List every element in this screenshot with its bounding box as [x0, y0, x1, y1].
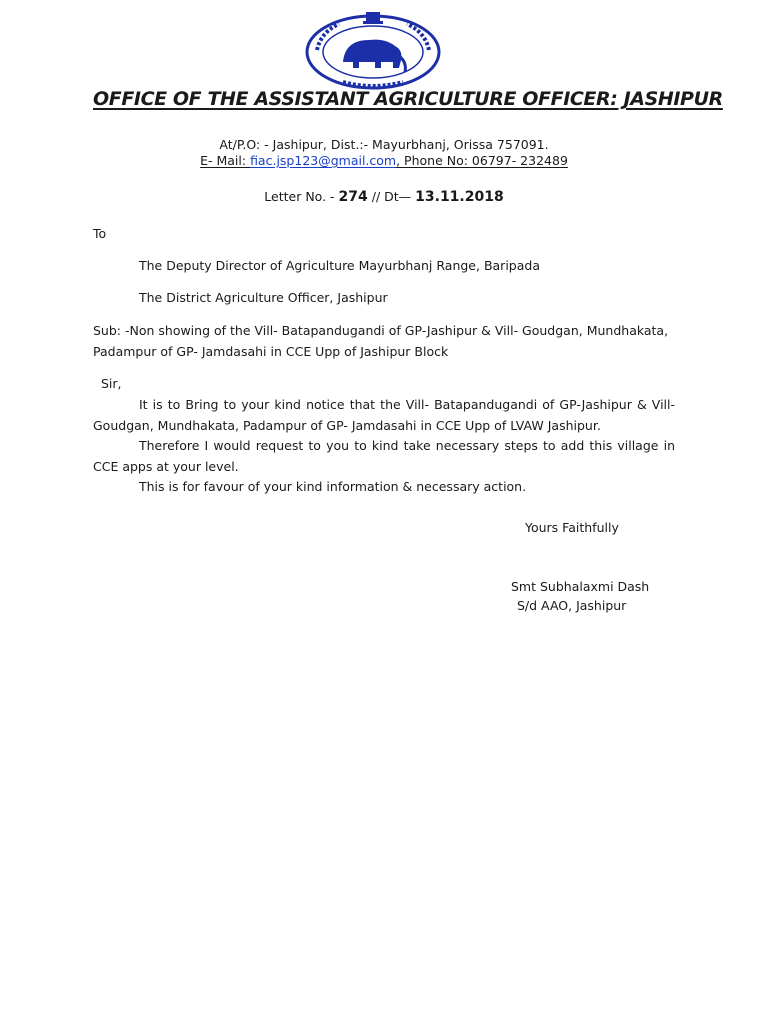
letter-date: 13.11.2018 — [415, 189, 504, 205]
to-label: To — [93, 226, 107, 241]
phone-text: , Phone No: 06797- 232489 — [396, 153, 568, 168]
contact-line — [0, 153, 768, 168]
office-address: At/P.O: - Jashipur, Dist.:- Mayurbhanj, Orissa 757091. — [219, 137, 549, 152]
valediction: Yours Faithfully — [525, 520, 619, 535]
office-title: OFFICE OF THE ASSISTANT AGRICULTURE OFFICER: JASHIPUR — [93, 88, 723, 110]
body-paragraph-3-text: This is for favour of your kind information & necessary action. — [139, 479, 527, 494]
email-link[interactable]: fiac.jsp123@gmail.com — [250, 153, 397, 168]
subject-line-2: Padampur of GP- Jamdasahi in CCE Upp of Jashipur Block — [93, 344, 449, 359]
addressee-2: The District Agriculture Officer, Jashipur — [139, 290, 388, 305]
body-paragraph-2-text: Therefore I would request to you to kind take necessary steps to add this village in CCE apps at your level. — [93, 438, 675, 474]
body-paragraph-3 — [93, 476, 675, 497]
body-paragraph-2 — [93, 435, 675, 477]
odisha-emblem-icon — [303, 10, 443, 90]
salutation: Sir, — [101, 376, 122, 391]
date-separator: // Dt— — [367, 189, 416, 204]
letter-reference — [0, 189, 768, 206]
signatory-name: Smt Subhalaxmi Dash — [511, 579, 650, 594]
signatory-designation: S/d AAO, Jashipur — [517, 598, 627, 613]
email-label: E- Mail: — [200, 153, 251, 168]
letter-number: 274 — [338, 189, 368, 205]
body-paragraph-1 — [93, 394, 675, 436]
subject-line-1: Sub: -Non showing of the Vill- Batapandugandi of GP-Jashipur & Vill- Goudgan, Mundhakata, — [93, 323, 669, 338]
body-paragraph-1-text: It is to Bring to your kind notice that the Vill- Batapandugandi of GP-Jashipur & Vill- Goudgan, Mundhakata, Padampur of GP- Jamdasahi in CCE Upp of LVAW Jashipur. — [93, 397, 675, 433]
addressee-1: The Deputy Director of Agriculture Mayurbhanj Range, Baripada — [139, 258, 540, 273]
letter-number-prefix: Letter No. - — [264, 189, 339, 204]
